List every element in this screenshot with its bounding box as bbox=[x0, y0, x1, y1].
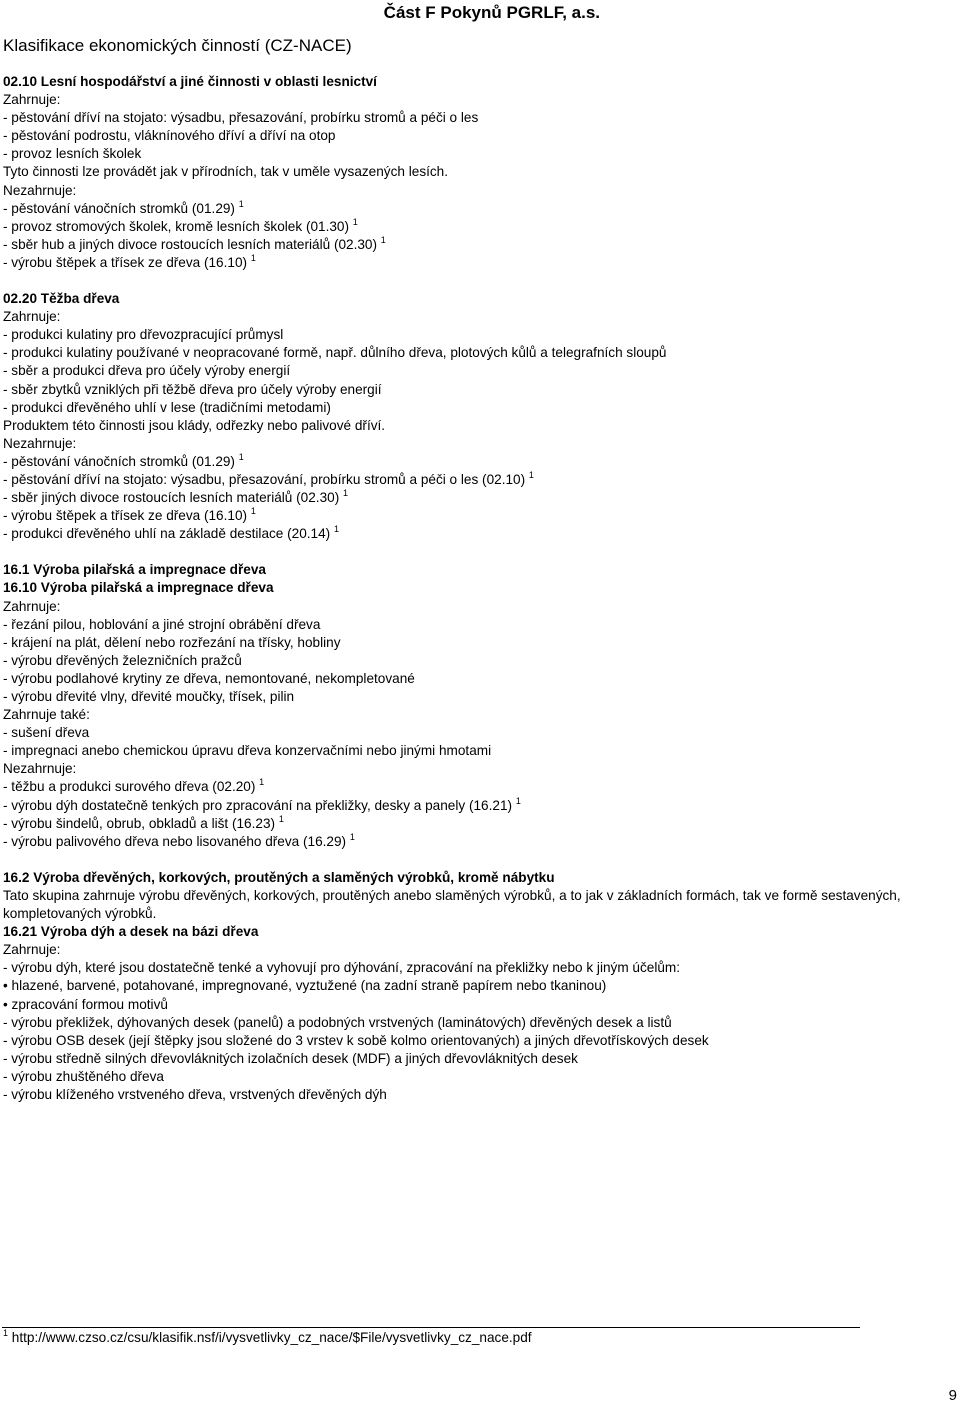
section-16-10 bbox=[3, 561, 958, 851]
spacer bbox=[3, 851, 958, 869]
section-heading: 02.20 Těžba dřeva bbox=[3, 291, 120, 307]
section-subheading: 16.21 Výroba dýh a desek na bázi dřeva bbox=[3, 924, 259, 940]
footnote-ref: 1 bbox=[250, 252, 256, 263]
document-title: Klasifikace ekonomických činností (CZ-NACE) bbox=[3, 36, 352, 55]
section-heading: 02.10 Lesní hospodářství a jiné činnosti v oblasti lesnictví bbox=[3, 74, 377, 89]
footnote-separator bbox=[2, 1327, 860, 1328]
list-item bbox=[3, 200, 958, 218]
list-item: - výrobu překližek, dýhovaných desek (panelů) a podobných vrstvených (laminátových) dřevěných desek a listů bbox=[3, 1014, 672, 1030]
document-part-header: Část F Pokynů PGRLF, a.s. bbox=[383, 3, 600, 22]
list-item: - provoz lesních školek bbox=[3, 146, 142, 162]
list-item: - impregnaci anebo chemickou úpravu dřeva konzervačními nebo jinými hmotami bbox=[3, 743, 492, 759]
list-item bbox=[3, 453, 958, 471]
spacer bbox=[3, 272, 958, 290]
footnote bbox=[3, 1330, 532, 1345]
list-item: - produkci kulatiny pro dřevozpracující průmysl bbox=[3, 327, 284, 343]
list-item-text: - výrobu šindelů, obrub, obkladů a lišt (16.23) bbox=[3, 815, 276, 831]
document-body bbox=[3, 73, 958, 1104]
list-item-text: - výrobu štěpek a třísek ze dřeva (16.10) bbox=[3, 508, 251, 524]
list-item-text: - sběr jiných divoce rostoucích lesních materiálů (02.30) bbox=[3, 490, 343, 506]
section-heading: 16.1 Výroba pilařská a impregnace dřeva bbox=[3, 562, 266, 578]
list-item: - výrobu středně silných dřevovláknitých izolačních desek (MDF) a jiných dřevovláknitých desek bbox=[3, 1050, 578, 1066]
footnote-ref: 1 bbox=[250, 506, 256, 517]
page-number: 9 bbox=[948, 1387, 957, 1404]
section-heading: 16.2 Výroba dřevěných, korkových, proutěných a slaměných výrobků, kromě nábytku bbox=[3, 869, 555, 885]
list-item bbox=[3, 833, 958, 851]
list-item-text: - těžbu a produkci surového dřeva (02.20) bbox=[3, 779, 256, 795]
excludes-label: Nezahrnuje: bbox=[3, 182, 77, 198]
excludes-label: Nezahrnuje: bbox=[3, 761, 77, 777]
footnote-ref: 1 bbox=[352, 216, 358, 227]
list-item bbox=[3, 507, 958, 525]
section-note: Tyto činnosti lze provádět jak v přírodních, tak v uměle vysazených lesích. bbox=[3, 164, 449, 180]
list-item bbox=[3, 254, 958, 272]
list-item-text: - výrobu dýh dostatečně tenkých pro zpracování na překližky, desky a panely (16.21) bbox=[3, 797, 513, 813]
includes-label: Zahrnuje: bbox=[3, 942, 61, 958]
list-item bbox=[3, 525, 958, 543]
includes-label: Zahrnuje: bbox=[3, 598, 61, 614]
footnote-ref: 1 bbox=[333, 524, 339, 535]
list-item-text: - provoz stromových školek, kromě lesních školek (01.30) bbox=[3, 218, 350, 234]
list-item-text: - výrobu palivového dřeva nebo lisovaného dřeva (16.29) bbox=[3, 833, 347, 849]
list-item bbox=[3, 471, 958, 489]
includes-label: Zahrnuje: bbox=[3, 92, 61, 108]
list-item: - pěstování podrostu, vláknínového dříví a dříví na otop bbox=[3, 128, 336, 144]
list-item-text: - pěstování vánočních stromků (01.29) bbox=[3, 200, 235, 216]
list-item: - produkci dřevěného uhlí v lese (tradičními metodami) bbox=[3, 399, 331, 415]
list-item bbox=[3, 778, 958, 796]
footnote-ref: 1 bbox=[278, 813, 284, 824]
footnote-marker: 1 bbox=[3, 1328, 9, 1338]
footnote-ref: 1 bbox=[349, 831, 355, 842]
section-02-20 bbox=[3, 290, 958, 543]
list-item bbox=[3, 815, 958, 833]
section-02-10 bbox=[3, 73, 958, 272]
list-item: - výrobu klíženého vrstveného dřeva, vrstvených dřevěných dýh bbox=[3, 1086, 387, 1102]
list-item-text: - výrobu štěpek a třísek ze dřeva (16.10) bbox=[3, 254, 248, 270]
footnote-ref: 1 bbox=[528, 469, 534, 480]
list-item: - sběr a produkci dřeva pro účely výroby energií bbox=[3, 363, 291, 379]
list-item: - krájení na plát, dělení nebo rozřezání na třísky, hobliny bbox=[3, 634, 341, 650]
list-item bbox=[3, 489, 958, 507]
footnote-ref: 1 bbox=[380, 234, 386, 245]
bullet-item: • zpracování formou motivů bbox=[3, 996, 168, 1012]
footnote-ref: 1 bbox=[238, 198, 244, 209]
list-item: - produkci kulatiny používané v neopracované formě, např. důlního dřeva, plotových kůlů a telegrafních sloupů bbox=[3, 345, 667, 361]
section-16-2 bbox=[3, 869, 958, 1104]
footnote-ref: 1 bbox=[238, 451, 244, 462]
bullet-item: • hlazené, barvené, potahované, impregnované, vyztužené (na zadní straně papírem nebo tkaninou) bbox=[3, 978, 607, 994]
list-item: - pěstování dříví na stojato: výsadbu, přesazování, probírku stromů a péči o les bbox=[3, 110, 479, 126]
list-item: - výrobu podlahové krytiny ze dřeva, nemontované, nekompletované bbox=[3, 670, 415, 686]
includes-label: Zahrnuje: bbox=[3, 309, 61, 325]
list-item-text: - pěstování dříví na stojato: výsadbu, přesazování, probírku stromů a péči o les (02.10) bbox=[3, 471, 529, 487]
footnote-ref: 1 bbox=[343, 488, 349, 499]
list-item-text: - produkci dřevěného uhlí na základě destilace (20.14) bbox=[3, 526, 334, 542]
list-item: - výrobu dýh, které jsou dostatečně tenké a vyhovují pro dýhování, zpracování na překližky nebo k jiným účelům: bbox=[3, 960, 681, 976]
footnote-link[interactable]: http://www.czso.cz/csu/klasifik.nsf/i/vysvetlivky_cz_nace/$File/vysvetlivky_cz_nace.pdf bbox=[8, 1330, 532, 1345]
list-item: - výrobu dřevité vlny, dřevité moučky, třísek, pilin bbox=[3, 689, 295, 704]
section-intro: Tato skupina zahrnuje výrobu dřevěných, korkových, proutěných anebo slaměných výrobků, a to jak v základních formách, tak ve formě sestavených, kompletovaných výrobků. bbox=[3, 887, 901, 922]
list-item bbox=[3, 218, 958, 236]
list-item-text: - pěstování vánočních stromků (01.29) bbox=[3, 453, 239, 469]
list-item: - sběr zbytků vzniklých při těžbě dřeva pro účely výroby energií bbox=[3, 381, 382, 397]
list-item: - sušení dřeva bbox=[3, 725, 90, 741]
list-item bbox=[3, 236, 958, 254]
includes-also-label: Zahrnuje také: bbox=[3, 707, 90, 723]
list-item-text: - sběr hub a jiných divoce rostoucích lesních materiálů (02.30) bbox=[3, 236, 378, 252]
list-item: - řezání pilou, hoblování a jiné strojní obrábění dřeva bbox=[3, 616, 321, 632]
spacer bbox=[3, 543, 958, 561]
section-subheading: 16.10 Výroba pilařská a impregnace dřeva bbox=[3, 580, 274, 596]
list-item: - výrobu OSB desek (její štěpky jsou složené do 3 vrstev k sobě kolmo orientovaných) a jiných dřevotřískových desek bbox=[3, 1032, 709, 1048]
excludes-label: Nezahrnuje: bbox=[3, 435, 77, 451]
section-note: Produktem této činnosti jsou klády, odřezky nebo palivové dříví. bbox=[3, 417, 386, 433]
list-item: - výrobu zhuštěného dřeva bbox=[3, 1068, 164, 1084]
list-item bbox=[3, 797, 958, 815]
list-item: - výrobu dřevěných železničních pražců bbox=[3, 652, 242, 668]
footnote-ref: 1 bbox=[259, 777, 265, 788]
footnote-ref: 1 bbox=[515, 795, 521, 806]
